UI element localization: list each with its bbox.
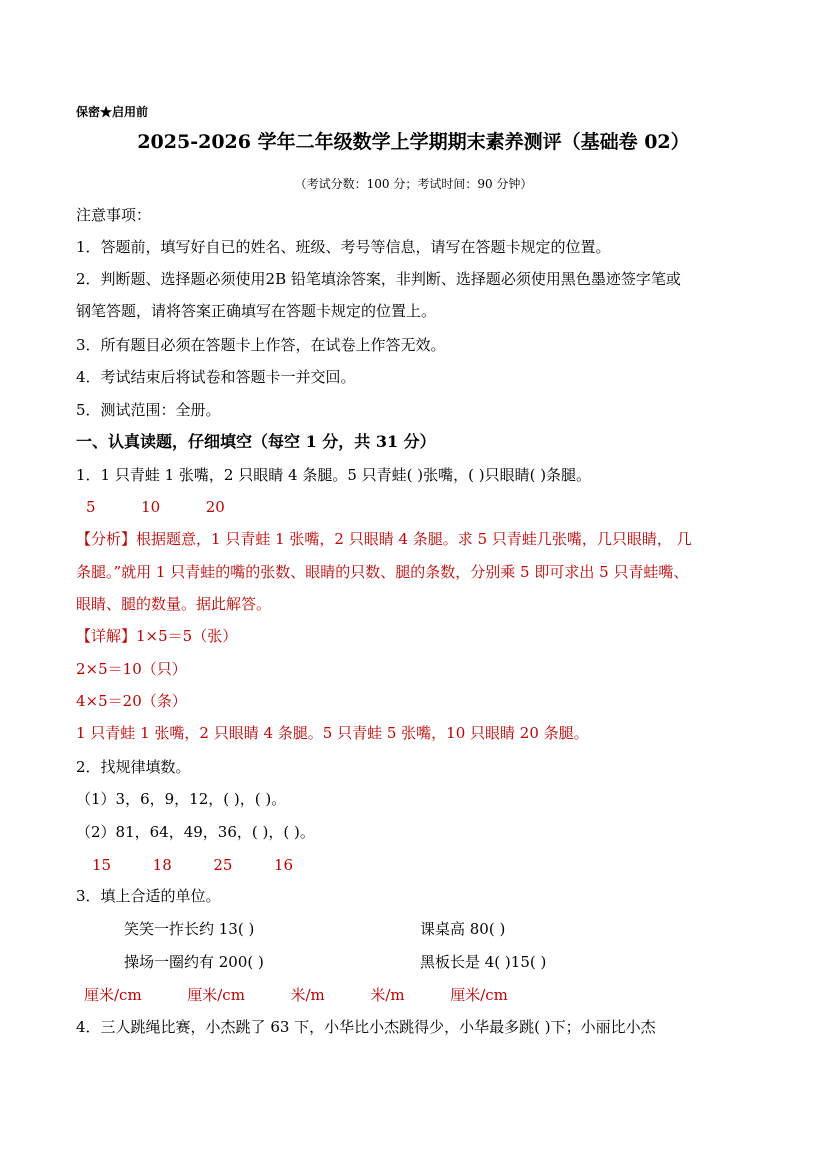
detail-tag: 【详解】 bbox=[76, 627, 137, 645]
analysis-text: 根据题意，1 只青蛙 1 张嘴，2 只眼睛 4 条腿。求 5 只青蛙几张嘴，几只眼睛， 几 bbox=[136, 530, 692, 548]
notice-item: 钢笔答题，请将答案正确填写在答题卡规定的位置上。 bbox=[76, 302, 437, 320]
detail-line: 2×5＝10（只） bbox=[76, 660, 187, 678]
question-4: 4．三人跳绳比赛，小杰跳了 63 下，小华比小杰跳得少，小华最多跳( )下；小丽比小杰 bbox=[76, 1018, 656, 1036]
answer-row bbox=[92, 855, 293, 875]
question-1: 1．1 只青蛙 1 张嘴，2 只眼睛 4 条腿。5 只青蛙( )张嘴，( )只眼睛( )条腿。 bbox=[76, 466, 592, 484]
notice-item: 4．考试结束后将试卷和答题卡一并交回。 bbox=[76, 368, 356, 386]
detail-line bbox=[76, 626, 237, 646]
analysis-line: 条腿。”就用 1 只青蛙的嘴的张数、眼睛的只数、腿的条数，分别乘 5 即可求出 5 只青蛙嘴、 bbox=[76, 563, 689, 581]
notice-item: 1．答题前，填写好自已的姓名、班级、考号等信息，请写在答题卡规定的位置。 bbox=[76, 238, 611, 256]
question-3-item: 笑笑一拃长约 13( ) bbox=[124, 920, 255, 938]
answer: 厘米/cm bbox=[84, 986, 142, 1004]
question-2-sub-2: （2）81，64，49，36，( )，( )。 bbox=[76, 823, 315, 841]
notice-item: 2．判断题、选择题必须使用2B 铅笔填涂答案，非判断、选择题必须使用黑色墨迹签字笔或 bbox=[76, 270, 681, 288]
analysis-line bbox=[76, 529, 692, 549]
answer: 米/m bbox=[290, 986, 325, 1004]
notice-heading: 注意事项： bbox=[76, 206, 152, 224]
answer: 25 bbox=[213, 856, 233, 874]
answer-row bbox=[86, 497, 225, 517]
answer: 厘米/cm bbox=[450, 986, 508, 1004]
answer: 10 bbox=[141, 498, 161, 516]
answer: 厘米/cm bbox=[187, 986, 245, 1004]
answer: 5 bbox=[86, 498, 96, 516]
answer: 16 bbox=[273, 856, 294, 874]
page-title: 2025-2026 学年二年级数学上学期期末素养测评（基础卷 02） bbox=[137, 131, 690, 153]
answer: 20 bbox=[205, 498, 225, 516]
confidential-label: 保密★启用前 bbox=[76, 105, 149, 119]
section-heading: 一、认真读题，仔细填空（每空 1 分，共 31 分） bbox=[76, 432, 436, 451]
question-2: 2．找规律填数。 bbox=[76, 758, 191, 776]
detail-text: 1×5＝5（张） bbox=[136, 627, 238, 645]
question-3: 3．填上合适的单位。 bbox=[76, 887, 221, 905]
conclusion-line: 1 只青蛙 1 张嘴，2 只眼睛 4 条腿。5 只青蛙 5 张嘴，10 只眼睛 20 条腿。 bbox=[76, 724, 589, 742]
question-2-sub-1: （1）3，6，9，12，( )，( )。 bbox=[76, 790, 287, 808]
answer-row bbox=[84, 985, 508, 1005]
notice-item: 5．测试范围：全册。 bbox=[76, 401, 221, 419]
answer: 15 bbox=[92, 856, 112, 874]
question-3-item: 课桌高 80( ) bbox=[420, 920, 506, 938]
exam-info: （考试分数：100 分；考试时间：90 分钟） bbox=[294, 177, 533, 191]
question-3-item: 操场一圈约有 200( ) bbox=[124, 953, 264, 971]
question-3-item: 黑板长是 4( )15( ) bbox=[420, 953, 547, 971]
detail-line: 4×5＝20（条） bbox=[76, 692, 187, 710]
analysis-tag: 【分析】 bbox=[76, 530, 137, 548]
answer: 18 bbox=[152, 856, 172, 874]
analysis-line: 眼睛、腿的数量。据此解答。 bbox=[76, 595, 272, 613]
answer: 米/m bbox=[370, 986, 405, 1004]
notice-item: 3．所有题目必须在答题卡上作答，在试卷上作答无效。 bbox=[76, 336, 446, 354]
